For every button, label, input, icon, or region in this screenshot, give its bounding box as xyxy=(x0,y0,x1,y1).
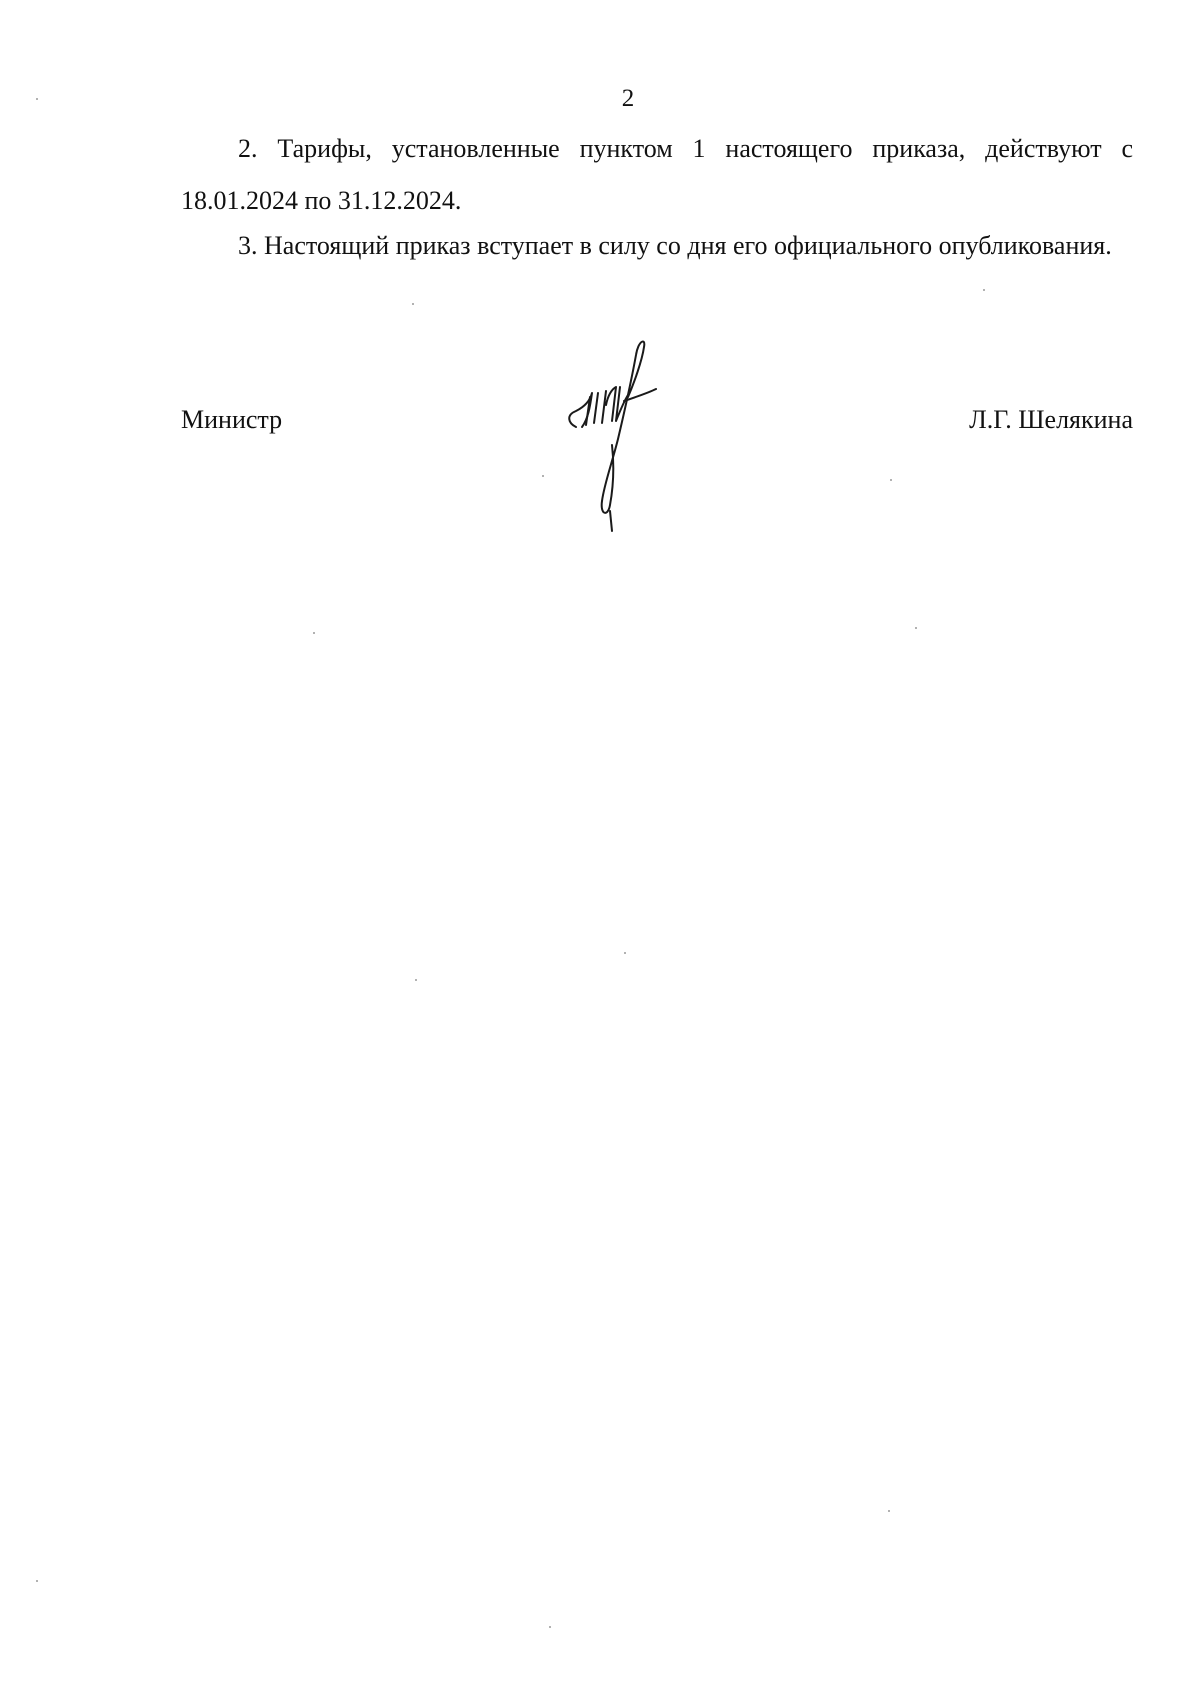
handwritten-signature xyxy=(562,335,712,535)
scan-speck xyxy=(542,475,544,477)
scan-speck xyxy=(915,627,917,629)
signatory-name: Л.Г. Шелякина xyxy=(969,405,1133,434)
scan-speck xyxy=(36,1580,38,1582)
scan-speck xyxy=(412,303,414,305)
scan-speck xyxy=(890,479,892,481)
scan-speck xyxy=(983,289,985,291)
scan-speck xyxy=(313,632,315,634)
scan-speck xyxy=(624,952,626,954)
scan-speck xyxy=(888,1510,890,1512)
paragraph-item-3: 3. Настоящий приказ вступает в силу со дня его официального опубликования. xyxy=(238,231,1112,260)
scan-speck xyxy=(549,1626,551,1628)
scan-speck xyxy=(415,979,417,981)
signatory-title: Министр xyxy=(181,405,283,434)
page-number: 2 xyxy=(621,85,635,112)
scan-speck xyxy=(36,98,38,100)
paragraph-item-2: 2. Тарифы, установленные пунктом 1 настоящего приказа, действуют с 18.01.2024 по 31.12.2024. xyxy=(181,134,1133,215)
